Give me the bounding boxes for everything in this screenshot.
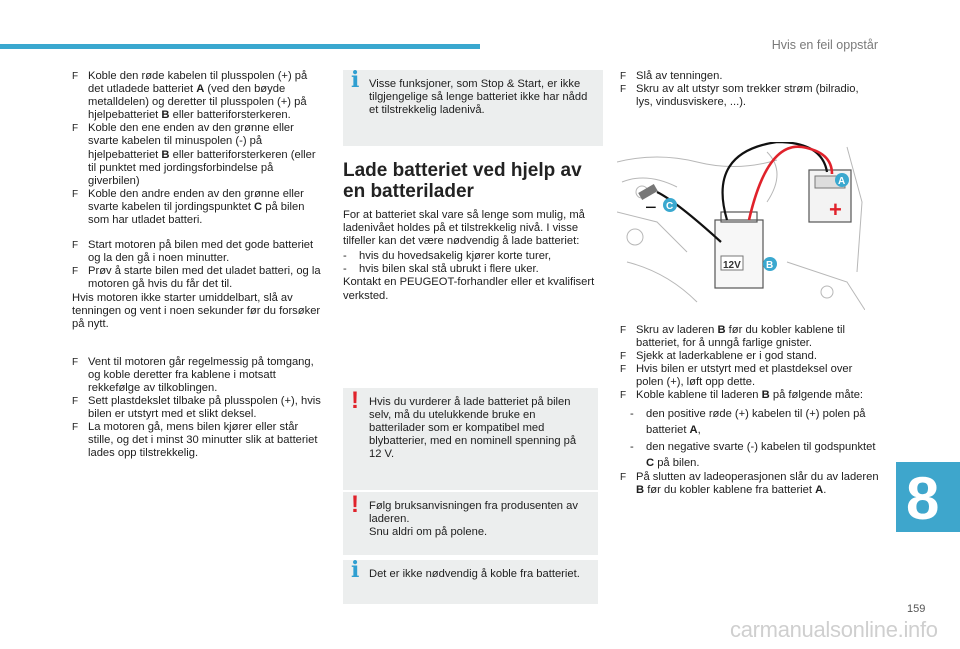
info-note: i Visse funksjoner, som Stop & Start, er ikke tilgjengelige så lenge batteriet ikke har nådd et tilstrekkelig ladenivå. — [343, 70, 603, 146]
dash-item: - hvis du hovedsakelig kjører korte turer, — [343, 250, 552, 263]
chapter-tab — [896, 462, 960, 532]
bullet-marker: F — [72, 266, 79, 278]
step-item: F Koble den røde kabelen til plusspolen (+) på det utladede batteriet A (ved den bøyde metalldelen) og deretter til plusspolen (+) på hjelpebatteriet B eller batteriforsterkeren. — [72, 70, 308, 122]
step-item: F Koble den ene enden av den grønne eller svarte kabelen til minuspolen (-) på hjelpebatteriet B eller batteriforsterkeren (eller til punktet med jordingsforbindelse på giverbilen) — [72, 122, 316, 187]
step-item: F Slå av tenningen. — [620, 70, 723, 82]
column-3-top — [620, 70, 875, 109]
info-icon: i — [351, 557, 360, 583]
step-item: F Sjekk at laderkablene er i god stand. — [620, 350, 817, 363]
warning-icon: ! — [351, 491, 359, 518]
svg-text:−: − — [645, 197, 657, 219]
step-item: F Skru av laderen B før du kobler kablene til batteriet, for å unngå farlige gnister. — [620, 324, 845, 350]
dash-item: - hvis bilen skal stå ubrukt i flere uker. — [343, 263, 539, 276]
step-item: F Prøv å starte bilen med det uladet batteri, og la motoren gå hvis du får det til. — [72, 265, 321, 291]
page-number: 159 — [907, 603, 926, 615]
bullet-marker: F — [72, 422, 79, 434]
steps-group-2 — [72, 239, 325, 331]
bullet-marker: F — [620, 471, 627, 483]
bullet-marker: F — [620, 71, 627, 82]
step-item: F Hvis bilen er utstyrt med et plastdeksel over polen (+), løft opp dette. — [620, 363, 853, 389]
label-b-marker — [763, 257, 777, 271]
bullet-marker: F — [72, 396, 79, 408]
bullet-marker: F — [72, 71, 79, 82]
bullet-marker: F — [72, 123, 79, 135]
watermark: carmanualsonline.info — [730, 617, 938, 642]
bullet-marker: F — [72, 356, 79, 368]
bullet-marker: F — [620, 351, 627, 363]
bullet-marker: F — [620, 325, 627, 336]
step-item: F Start motoren på bilen med det gode batteriet og la den gå i noen minutter. — [72, 239, 314, 265]
warning-note: ! Følg bruksanvisningen fra produsenten av laderen. Snu aldri om på polene. — [343, 492, 598, 555]
warning-icon: ! — [351, 387, 359, 414]
bullet-marker: F — [620, 390, 627, 402]
paragraph: For at batteriet skal vare så lenge som mulig, må ladenivået holdes på et tilstrekkelig nivå. I visse tilfeller kan det være nødvendig å lade batteriet: — [343, 209, 585, 248]
step-item: F På slutten av ladeoperasjonen slår du av laderen B før du kobler kablene fra batteriet A. — [620, 470, 879, 496]
steps-group-3 — [72, 356, 325, 461]
column-3-bottom — [620, 324, 882, 497]
step-item: F Vent til motoren går regelmessig på tomgang, og koble deretter fra kablene i motsatt rekkefølge av tilkoblingen. — [72, 355, 314, 394]
charger-intro — [343, 209, 598, 303]
info-note: i Det er ikke nødvendig å koble fra batteriet. — [343, 560, 598, 604]
steps-group-1 — [72, 70, 325, 227]
svg-text:B: B — [766, 260, 774, 271]
charger-b — [715, 212, 763, 288]
step-item: F Skru av alt utstyr som trekker strøm (bilradio, lys, vindusviskere, ...). — [620, 83, 859, 109]
bullet-marker: F — [620, 364, 627, 376]
step-item: F Koble den andre enden av den grønne eller svarte kabelen til jordingspunktet C på bilen som har utladet batteri. — [72, 187, 305, 227]
step-item: F Sett plastdekslet tilbake på plusspolen (+), hvis bilen er utstyrt med et slikt deksel. — [72, 395, 321, 421]
label-c-marker — [663, 198, 677, 212]
chapter-number: 8 — [906, 465, 940, 532]
label-a-marker — [835, 173, 849, 187]
paragraph: Hvis motoren ikke starter umiddelbart, slå av tenningen og vent i noen sekunder før du forsøker på nytt. — [72, 291, 321, 330]
warning-note: ! Hvis du vurderer å lade batteriet på bilen selv, må du utelukkende bruke en batterilader som er kompatibel med blybatterier, med en nominell spenning på 12 V. — [343, 388, 598, 490]
top-accent-bar — [0, 44, 480, 49]
dash-item: - den positive røde (+) kabelen til (+) polen på batteriet A, — [630, 407, 866, 436]
battery-charger-illustration — [617, 142, 865, 310]
paragraph: Kontakt en PEUGEOT-forhandler eller et kvalifisert verksted. — [343, 276, 595, 302]
step-item: F Koble kablene til laderen B på følgende måte: — [620, 389, 864, 402]
bullet-marker: F — [72, 240, 79, 252]
svg-text:C: C — [666, 201, 674, 212]
bullet-marker: F — [620, 84, 627, 96]
info-icon: i — [351, 67, 360, 93]
svg-text:12V: 12V — [723, 260, 741, 271]
bullet-marker: F — [72, 188, 79, 200]
section-heading: Lade batteriet ved hjelp av en batterilader — [343, 160, 582, 202]
section-title: Hvis en feil oppstår — [771, 38, 878, 52]
svg-text:A: A — [838, 176, 846, 187]
svg-text:+: + — [829, 197, 842, 222]
column-1 — [72, 70, 325, 461]
dash-item: - den negative svarte (-) kabelen til godspunktet C på bilen. — [630, 440, 876, 469]
step-item: F La motoren gå, mens bilen kjører eller står stille, og det i minst 30 minutter slik at batteriet lades opp tilstrekkelig. — [72, 421, 318, 460]
